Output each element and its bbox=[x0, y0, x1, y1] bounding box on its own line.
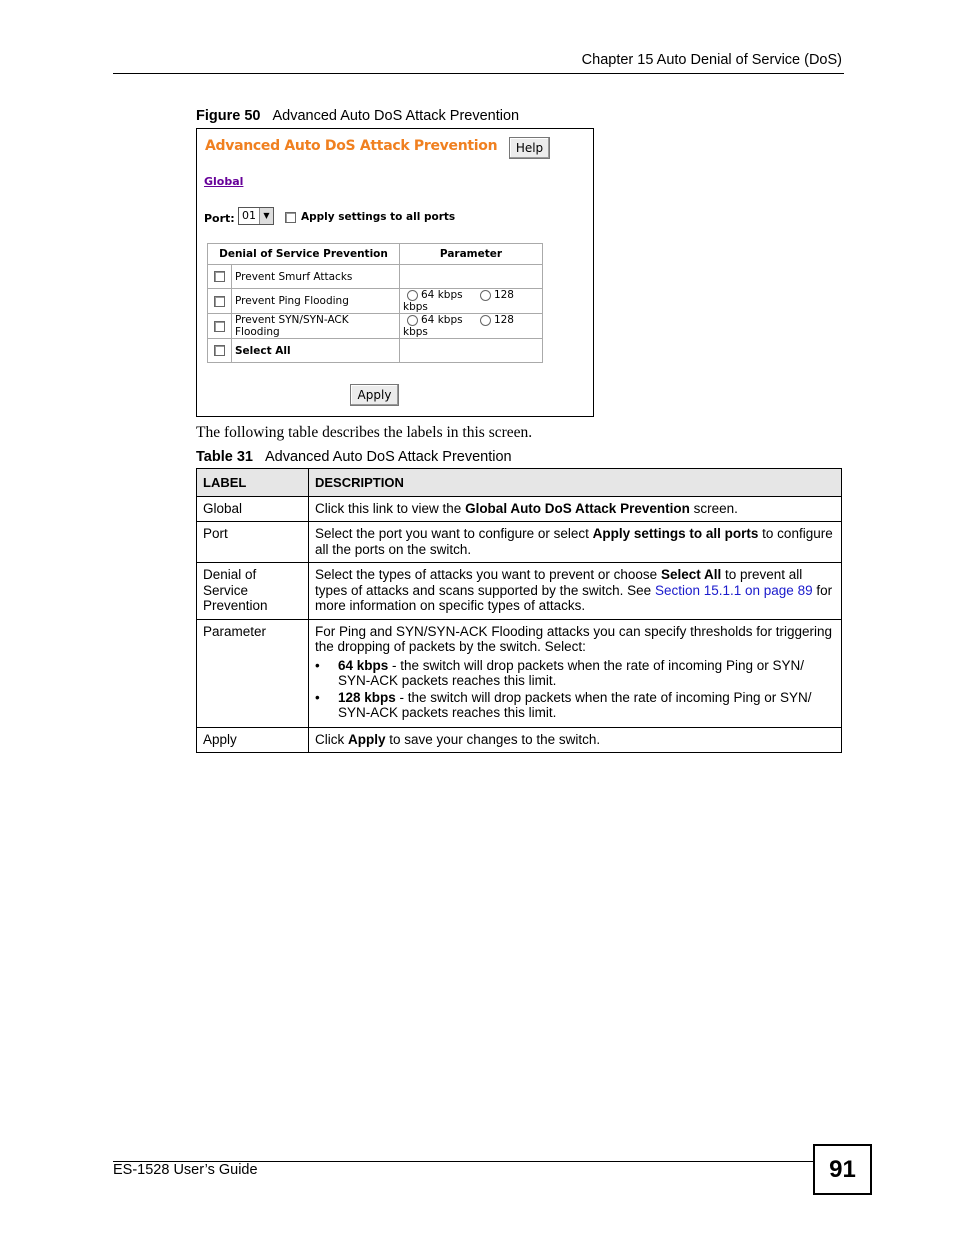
desc-bold: Apply bbox=[348, 731, 386, 747]
dos-header-prevention: Denial of Service Prevention bbox=[208, 244, 400, 265]
apply-all-checkbox[interactable] bbox=[285, 212, 296, 223]
syn-parameter bbox=[400, 314, 543, 339]
desc-bold: Select All bbox=[660, 567, 722, 582]
chapter-header: Chapter 15 Auto Denial of Service (DoS) bbox=[581, 52, 842, 68]
desc-text: Click this link to view the bbox=[315, 500, 466, 516]
dos-row-select-all bbox=[208, 339, 543, 363]
section-link[interactable]: Section 15.1.1 on page 89 bbox=[654, 582, 813, 598]
table-caption bbox=[196, 449, 512, 465]
desc-table-header bbox=[197, 469, 842, 497]
desc-text: to save your changes to the switch. bbox=[385, 731, 601, 747]
dos-prevention-table bbox=[207, 243, 543, 363]
row-label-dos: Denial of Service Prevention bbox=[197, 563, 309, 620]
smurf-checkbox[interactable] bbox=[214, 271, 225, 282]
row-label-parameter: Parameter bbox=[197, 619, 309, 727]
select-all-label: Select All bbox=[232, 339, 400, 363]
screen-title: Advanced Auto DoS Attack Prevention bbox=[205, 138, 498, 154]
desc-text: Select the types of attacks you want to prevent or choose bbox=[315, 567, 661, 582]
port-label: Port: bbox=[204, 212, 235, 225]
ping-64-label: 64 kbps bbox=[421, 289, 463, 301]
desc-text: screen. bbox=[689, 500, 738, 516]
list-item bbox=[315, 658, 835, 689]
bullet-list bbox=[315, 658, 835, 721]
apply-all-label: Apply settings to all ports bbox=[301, 211, 456, 223]
ping-128-radio[interactable] bbox=[480, 290, 491, 301]
figure-title: Advanced Auto DoS Attack Prevention bbox=[272, 108, 520, 124]
desc-text: Select the port you want to configure or select bbox=[315, 526, 593, 541]
header-description: DESCRIPTION bbox=[309, 469, 842, 497]
row-desc-dos bbox=[309, 563, 842, 620]
desc-text: to configure all the ports on the switch. bbox=[315, 526, 833, 557]
dos-row-syn bbox=[208, 314, 543, 339]
table-title: Advanced Auto DoS Attack Prevention bbox=[264, 449, 512, 465]
desc-bold: Global Auto DoS Attack Prevention bbox=[465, 500, 690, 516]
list-item bbox=[315, 690, 835, 721]
dos-header-parameter: Parameter bbox=[400, 244, 543, 265]
syn-64-label: 64 kbps bbox=[421, 314, 463, 326]
table-row bbox=[197, 619, 842, 727]
figure-label: Figure 50 bbox=[196, 108, 261, 124]
desc-text: - the switch will drop packets when the rate of incoming Ping or SYN/ SYN-ACK packets reaches this limit. bbox=[338, 657, 804, 688]
table-row bbox=[197, 727, 842, 753]
ping-64-radio[interactable] bbox=[407, 290, 418, 301]
row-desc-global bbox=[309, 496, 842, 522]
table-label: Table 31 bbox=[196, 449, 253, 465]
header-rule bbox=[113, 73, 844, 74]
desc-text: For Ping and SYN/SYN-ACK Flooding attacks you can specify thresholds for triggering the dropping of packets by the switch. Select: bbox=[315, 623, 832, 654]
row-label-port: Port bbox=[197, 522, 309, 563]
header-label: LABEL bbox=[197, 469, 309, 497]
guide-title: ES-1528 User’s Guide bbox=[113, 1162, 258, 1178]
smurf-label: Prevent Smurf Attacks bbox=[232, 265, 400, 289]
port-select-value: 01 bbox=[242, 209, 256, 222]
syn-128-label: 128 kbps bbox=[403, 314, 514, 338]
ping-parameter bbox=[400, 289, 543, 314]
syn-checkbox[interactable] bbox=[214, 321, 225, 332]
desc-text: to prevent all types of attacks and scans supported by the switch. See bbox=[315, 567, 803, 598]
select-all-parameter bbox=[400, 339, 543, 363]
figure-caption bbox=[196, 108, 519, 124]
select-all-checkbox[interactable] bbox=[214, 345, 225, 356]
description-table bbox=[196, 468, 842, 753]
global-link[interactable]: Global bbox=[204, 175, 244, 188]
ping-128-label: 128 kbps bbox=[403, 289, 514, 313]
desc-text: - the switch will drop packets when the rate of incoming Ping or SYN/ SYN-ACK packets reaches this limit. bbox=[338, 689, 812, 720]
port-select[interactable] bbox=[238, 207, 274, 225]
syn-64-radio[interactable] bbox=[407, 315, 418, 326]
desc-text: Click bbox=[315, 731, 348, 747]
syn-label: Prevent SYN/SYN-ACK Flooding bbox=[232, 314, 400, 339]
desc-bold: 64 kbps bbox=[338, 657, 389, 673]
ping-label: Prevent Ping Flooding bbox=[232, 289, 400, 314]
help-button[interactable]: Help bbox=[509, 137, 550, 159]
syn-128-radio[interactable] bbox=[480, 315, 491, 326]
desc-text: for more information on specific types of attacks. bbox=[315, 582, 833, 613]
chevron-down-icon: ▼ bbox=[259, 208, 273, 224]
dos-row-ping bbox=[208, 289, 543, 314]
intro-text: The following table describes the labels in this screen. bbox=[196, 424, 533, 441]
dos-row-smurf bbox=[208, 265, 543, 289]
dos-table-header bbox=[208, 244, 543, 265]
desc-bold: 128 kbps bbox=[338, 689, 396, 705]
table-row bbox=[197, 522, 842, 563]
row-desc-port bbox=[309, 522, 842, 563]
row-desc-apply bbox=[309, 727, 842, 753]
smurf-parameter bbox=[400, 265, 543, 289]
apply-button[interactable]: Apply bbox=[350, 384, 399, 406]
screenshot-figure bbox=[196, 128, 594, 417]
page-number: 91 bbox=[813, 1144, 872, 1195]
desc-bold: Apply settings to all ports bbox=[592, 526, 759, 541]
table-row bbox=[197, 496, 842, 522]
table-row bbox=[197, 563, 842, 620]
row-desc-parameter bbox=[309, 619, 842, 727]
apply-all-ports[interactable] bbox=[285, 211, 455, 223]
ping-checkbox[interactable] bbox=[214, 296, 225, 307]
row-label-apply: Apply bbox=[197, 727, 309, 753]
row-label-global: Global bbox=[197, 496, 309, 522]
